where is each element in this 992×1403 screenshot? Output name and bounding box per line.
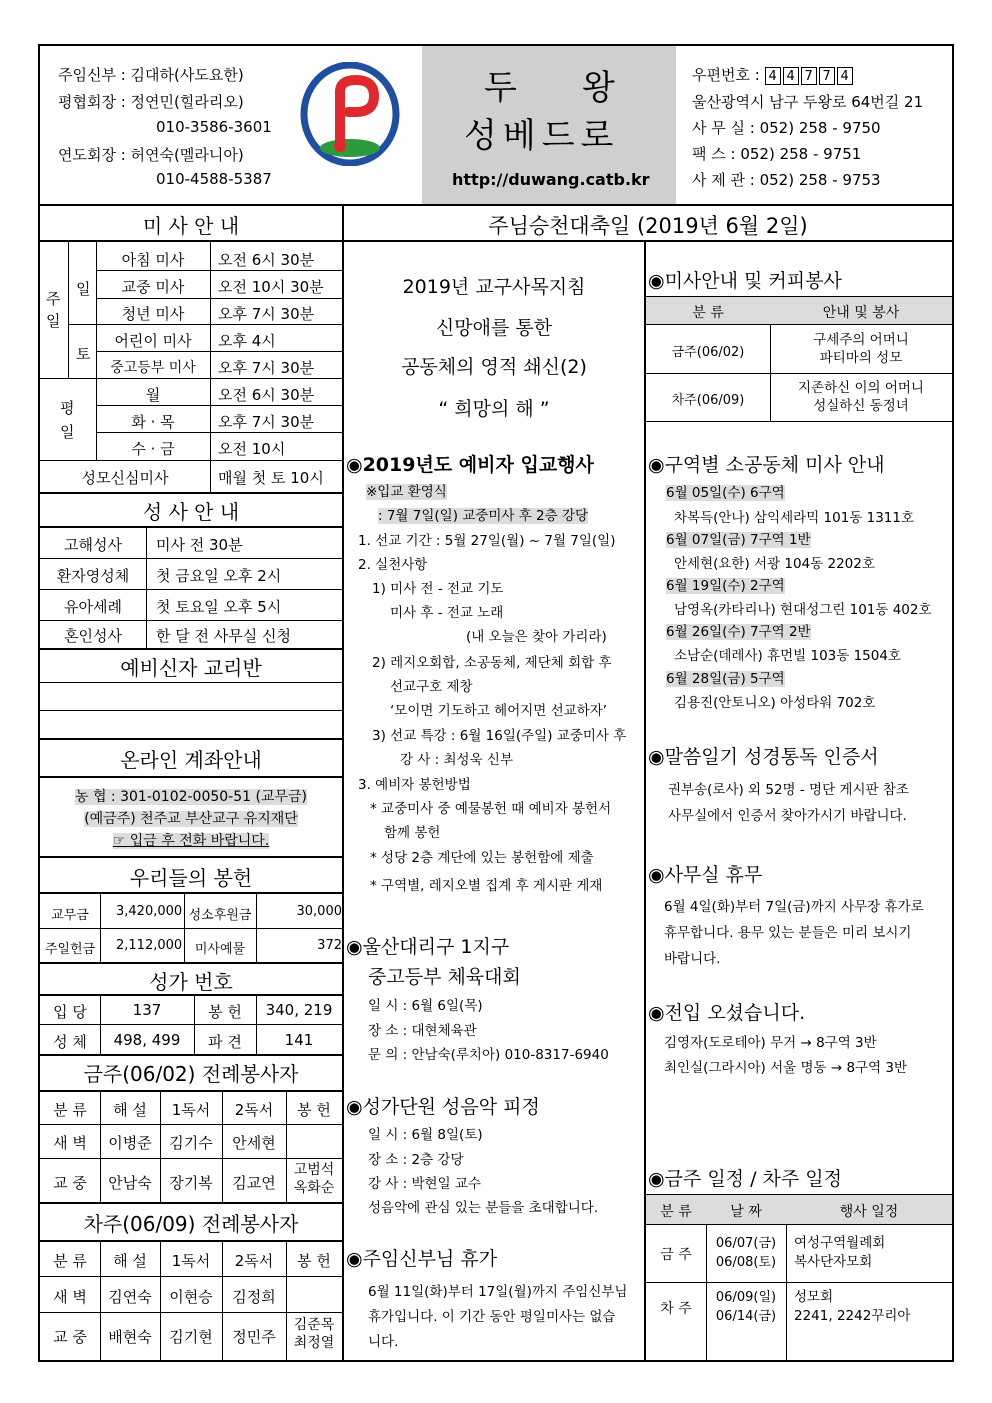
sports-line: 일 시 : 6월 6일(목) xyxy=(368,998,483,1014)
council-president: 평협회장 : 정연민(힐라리오) xyxy=(58,93,244,111)
office-closed-line: 휴무합니다. 용무 있는 분들은 미리 보시기 xyxy=(664,925,912,941)
moved-in-line: 최인실(그라시아) 서울 명동 → 8구역 3반 xyxy=(664,1060,908,1076)
zip-row xyxy=(692,64,855,85)
council-phone: 010-3586-3601 xyxy=(156,118,272,136)
district-head: 6월 07일(금) 7구역 1반 xyxy=(666,532,811,548)
title-char-2: 왕 xyxy=(582,68,615,108)
office-closed-title: ◉사무실 휴무 xyxy=(648,864,763,886)
schedule-events: 여성구역월례회 복사단자모회 xyxy=(794,1235,886,1270)
offering-key: 주일헌금 xyxy=(44,942,96,957)
schedule-header: 날 짜 xyxy=(730,1204,762,1220)
server-header: 해 설 xyxy=(113,1252,147,1270)
hymn-key: 파 견 xyxy=(208,1033,242,1051)
server-header: 1독서 xyxy=(171,1101,211,1119)
parish-logo-icon xyxy=(300,62,400,166)
district-body: 김용진(안토니오) 아성타워 702호 xyxy=(674,695,876,711)
sacrament-name: 유아세례 xyxy=(64,598,122,616)
special-mass-time: 매월 첫 토 10시 xyxy=(218,469,324,487)
offering-key: 성소후원금 xyxy=(188,908,252,923)
account-line: ☞ 입금 후 전화 바랍니다. xyxy=(112,833,270,849)
address: 울산광역시 남구 두왕로 64번길 21 xyxy=(692,93,924,111)
mass-name: 화 · 목 xyxy=(131,413,175,431)
hymn-key: 봉 헌 xyxy=(208,1003,242,1021)
weekday-label: 평일 xyxy=(60,399,75,441)
server-header: 봉 헌 xyxy=(297,1101,331,1119)
server-cell: 배현숙 xyxy=(108,1328,152,1346)
choir-line: 강 사 : 박현일 교수 xyxy=(368,1176,482,1192)
entry-line: 3) 선교 특강 : 6월 16일(주일) 교중미사 후 xyxy=(372,728,627,744)
district-body: 남영옥(카타리나) 현대성그린 101동 402호 xyxy=(674,602,932,618)
parish-url: http://duwang.catb.kr xyxy=(452,170,650,189)
mass-time: 오후 7시 30분 xyxy=(218,413,315,431)
coffee-week: 금주(06/02) xyxy=(671,345,745,360)
entry-line: 강 사 : 최성욱 신부 xyxy=(400,752,514,768)
title-box xyxy=(422,46,676,204)
moved-in-line: 김영자(도로테아) 무거 → 8구역 3반 xyxy=(664,1035,877,1051)
server-header: 봉 헌 xyxy=(297,1252,331,1270)
server-cell: 김준목 최정열 xyxy=(293,1317,335,1351)
entry-line: ‘모이면 기도하고 헤어지면 선교하자’ xyxy=(390,703,608,719)
mass-time: 오전 6시 30분 xyxy=(218,251,315,269)
mass-time: 오전 10시 xyxy=(218,440,286,458)
server-cell: 김교연 xyxy=(232,1174,276,1192)
server-cell: 새 벽 xyxy=(53,1288,87,1306)
title-char-1: 두 xyxy=(484,68,517,108)
sacrament-name: 고해성사 xyxy=(64,536,122,554)
title-parish: 성베드로 xyxy=(464,116,620,156)
server-cell: 새 벽 xyxy=(53,1134,87,1152)
server-cell: 고범석 옥화순 xyxy=(293,1162,335,1196)
entry-line: 2) 레지오회합, 소공동체, 제단체 회합 후 xyxy=(372,655,612,671)
divider xyxy=(38,204,954,206)
hymn-value: 141 xyxy=(284,1031,314,1049)
pastor-vacation-line: 6월 11일(화)부터 17일(월)까지 주임신부님 xyxy=(368,1284,628,1300)
zip-digit: 4 xyxy=(837,67,853,85)
schedule-dates: 06/09(일) 06/14(금) xyxy=(715,1290,777,1324)
schedule-header: 분 류 xyxy=(660,1204,692,1220)
account-line: 농 협 : 301-0102-0050-51 (교무금) xyxy=(74,789,307,805)
office-closed-line: 6월 4일(화)부터 7일(금)까지 사무장 휴가로 xyxy=(664,899,924,915)
catechumen-title: 예비신자 교리반 xyxy=(120,656,262,680)
mass-time: 오전 6시 30분 xyxy=(218,386,315,404)
coffee-group: 지존하신 이의 어머니 성실하신 동정녀 xyxy=(798,380,924,414)
server-cell: 김정희 xyxy=(232,1288,276,1306)
entry-line: 미사 후 - 전교 노래 xyxy=(390,605,504,621)
fax: 팩 스 : 052) 258 - 9751 xyxy=(692,145,862,163)
mass-name: 청년 미사 xyxy=(121,305,185,323)
account-title: 온라인 계좌안내 xyxy=(120,748,262,772)
entry-line: 3. 예비자 봉헌방법 xyxy=(358,777,471,793)
district-title: ◉구역별 소공동체 미사 안내 xyxy=(648,454,885,476)
server-header: 2독서 xyxy=(234,1252,274,1270)
sacrament-title: 성 사 안 내 xyxy=(142,500,240,524)
servers-next-title: 차주(06/09) 전례봉사자 xyxy=(83,1212,299,1236)
sun-label: 일 xyxy=(76,280,91,298)
entry-line: * 성당 2층 계단에 있는 봉헌함에 제출 xyxy=(370,850,594,866)
schedule-events: 성모회 2241, 2242꾸리아 xyxy=(794,1289,911,1324)
choir-line: 장 소 : 2층 강당 xyxy=(368,1152,464,1168)
schedule-week: 금 주 xyxy=(660,1247,692,1263)
district-head: 6월 26일(수) 7구역 2반 xyxy=(666,624,811,640)
entry-line: 선교구호 제창 xyxy=(390,679,473,695)
sports-title: ◉울산대리구 1지구 xyxy=(346,936,510,958)
sports-subtitle: 중고등부 체육대회 xyxy=(368,966,521,988)
server-header: 1독서 xyxy=(171,1252,211,1270)
entry-line: 1) 미사 전 - 전교 기도 xyxy=(372,581,504,597)
server-header: 2독서 xyxy=(234,1101,274,1119)
mass-name: 월 xyxy=(145,386,161,404)
hymn-value: 137 xyxy=(132,1001,162,1019)
pastor: 주임신부 : 김대하(사도요한) xyxy=(58,66,244,84)
choir-line: 성음악에 관심 있는 분들을 초대합니다. xyxy=(368,1200,599,1216)
hymn-value: 340, 219 xyxy=(265,1001,333,1019)
sacrament-name: 혼인성사 xyxy=(64,627,122,645)
district-body: 안세현(요한) 서광 104동 2202호 xyxy=(674,556,875,572)
coffee-group: 구세주의 어머니 파티마의 성모 xyxy=(813,332,909,366)
entry-line: : 7월 7일(일) 교중미사 후 2층 강당 xyxy=(378,508,589,524)
server-header: 분 류 xyxy=(53,1252,87,1270)
divider xyxy=(342,240,954,242)
entry-line: ※입교 환영식 xyxy=(366,484,447,500)
zip-digit: 4 xyxy=(765,67,781,85)
sports-line: 문 의 : 안남숙(루치아) 010-8317-6940 xyxy=(368,1047,609,1063)
schedule-title: ◉금주 일정 / 차주 일정 xyxy=(648,1168,842,1190)
district-body: 차복득(안나) 삼익세라믹 101동 1311호 xyxy=(674,510,915,526)
mass-name: 교중 미사 xyxy=(121,278,185,296)
coffee-title: ◉미사안내 및 커피봉사 xyxy=(648,270,842,292)
hymn-key: 입 당 xyxy=(53,1003,87,1021)
server-header: 해 설 xyxy=(113,1101,147,1119)
server-cell: 안세현 xyxy=(232,1134,276,1152)
mass-name: 수 · 금 xyxy=(131,440,175,458)
offering-value: 2,112,000 xyxy=(116,938,183,953)
server-cell: 교 중 xyxy=(53,1328,87,1346)
hymn-title: 성가 번호 xyxy=(149,970,233,994)
bible-line: 권부송(로사) 외 52명 - 명단 게시판 참조 xyxy=(668,782,909,798)
sacrament-value: 한 달 전 사무실 신청 xyxy=(156,627,291,645)
zip-digit: 7 xyxy=(801,67,817,85)
pastor-vacation-line: 니다. xyxy=(368,1334,399,1350)
server-cell: 교 중 xyxy=(53,1174,87,1192)
zip-label: 우편번호 : xyxy=(692,66,760,84)
pastor-vacation-line: 휴가입니다. 이 기간 동안 평일미사는 없습 xyxy=(368,1309,616,1325)
pastor-vacation-title: ◉주임신부님 휴가 xyxy=(346,1248,498,1270)
sunday-label: 주일 xyxy=(46,290,61,330)
bible-line: 사무실에서 인증서 찾아가시기 바랍니다. xyxy=(668,808,907,824)
server-cell: 이병준 xyxy=(108,1134,152,1152)
bible-title: ◉말씀일기 성경통독 인증서 xyxy=(648,746,879,768)
sacrament-value: 첫 금요일 오후 2시 xyxy=(156,567,282,585)
zip-digit: 7 xyxy=(819,67,835,85)
sacrament-name: 환자영성체 xyxy=(56,567,130,585)
special-mass-name: 성모신심미사 xyxy=(81,469,169,487)
pastoral-line: 2019년 교구사목지침 xyxy=(402,276,586,298)
schedule-header: 행사 일정 xyxy=(839,1204,899,1220)
entry-line: 함께 봉헌 xyxy=(384,825,441,841)
server-cell: 장기복 xyxy=(169,1174,213,1192)
mass-title: 미 사 안 내 xyxy=(142,214,240,238)
mass-time: 오후 4시 xyxy=(218,332,276,350)
district-body: 소남순(데레사) 휴먼빌 103동 1504호 xyxy=(674,648,901,664)
coffee-header: 안내 및 봉사 xyxy=(822,305,900,321)
choir-title: ◉성가단원 성음악 피정 xyxy=(346,1096,540,1118)
offering-value: 372 xyxy=(317,938,342,953)
entry-title: ◉2019년도 예비자 입교행사 xyxy=(346,454,594,476)
mass-name: 어린이 미사 xyxy=(114,332,192,350)
offering-title: 우리들의 봉헌 xyxy=(129,866,253,890)
mass-time: 오후 7시 30분 xyxy=(218,359,315,377)
mass-name: 중고등부 미사 xyxy=(110,360,196,376)
district-head: 6월 28일(금) 5구역 xyxy=(666,671,785,687)
account-line: (예금주) 천주교 부산교구 유지재단 xyxy=(84,811,298,827)
date-title: 주님승천대축일 (2019년 6월 2일) xyxy=(488,214,808,238)
server-cell: 이현승 xyxy=(169,1288,213,1306)
entry-line: * 교중미사 중 예물봉헌 때 예비자 봉헌서 xyxy=(370,801,612,817)
hymn-value: 498, 499 xyxy=(113,1031,181,1049)
office-closed-line: 바랍니다. xyxy=(664,951,721,967)
pastoral-line: 신망애를 통한 xyxy=(435,317,553,339)
server-cell: 김기현 xyxy=(169,1328,213,1346)
coffee-week: 차주(06/09) xyxy=(671,393,745,408)
entry-line: 2. 실천사항 xyxy=(358,557,428,573)
pastoral-line: “ 희망의 해 ” xyxy=(438,398,550,420)
server-cell: 김연숙 xyxy=(108,1288,152,1306)
pastoral-line: 공동체의 영적 쇄신(2) xyxy=(401,356,587,378)
sat-label: 토 xyxy=(76,345,91,363)
alliance-phone: 010-4588-5387 xyxy=(156,170,272,188)
rectory-phone: 사 제 관 : 052) 258 - 9753 xyxy=(692,171,881,189)
offering-value: 3,420,000 xyxy=(116,904,183,919)
district-head: 6월 19일(수) 2구역 xyxy=(666,578,785,594)
server-cell: 김기수 xyxy=(169,1134,213,1152)
entry-line: 1. 선교 기간 : 5월 27일(월) ~ 7월 7일(일) xyxy=(358,533,616,549)
offering-key: 교무금 xyxy=(51,908,89,923)
sports-line: 장 소 : 대현체육관 xyxy=(368,1023,477,1039)
moved-in-title: ◉전입 오셨습니다. xyxy=(648,1002,806,1024)
entry-line: * 구역별, 레지오별 집계 후 게시판 게재 xyxy=(370,878,603,894)
divider xyxy=(38,240,344,242)
sacrament-value: 첫 토요일 오후 5시 xyxy=(156,598,282,616)
zip-digit: 4 xyxy=(783,67,799,85)
hymn-key: 성 체 xyxy=(53,1033,87,1051)
district-head: 6월 05일(수) 6구역 xyxy=(666,485,785,501)
offering-value: 30,000 xyxy=(296,904,342,919)
server-cell: 안남숙 xyxy=(108,1174,152,1192)
sacrament-value: 미사 전 30분 xyxy=(156,536,243,554)
schedule-dates: 06/07(금) 06/08(토) xyxy=(715,1236,777,1270)
entry-line: (내 오늘은 찾아 가리라) xyxy=(466,629,607,645)
mass-time: 오전 10시 30분 xyxy=(218,278,324,296)
server-cell: 정민주 xyxy=(232,1328,276,1346)
offering-key: 미사예물 xyxy=(194,942,246,957)
coffee-header: 분 류 xyxy=(692,305,724,321)
office-phone: 사 무 실 : 052) 258 - 9750 xyxy=(692,119,881,137)
mass-name: 아침 미사 xyxy=(121,251,185,269)
choir-line: 일 시 : 6월 8일(토) xyxy=(368,1127,483,1143)
server-header: 분 류 xyxy=(53,1101,87,1119)
mass-time: 오후 7시 30분 xyxy=(218,305,315,323)
schedule-week: 차 주 xyxy=(660,1301,692,1317)
servers-this-title: 금주(06/02) 전례봉사자 xyxy=(83,1062,299,1086)
alliance-president: 연도회장 : 허연숙(멜라니아) xyxy=(58,146,244,164)
